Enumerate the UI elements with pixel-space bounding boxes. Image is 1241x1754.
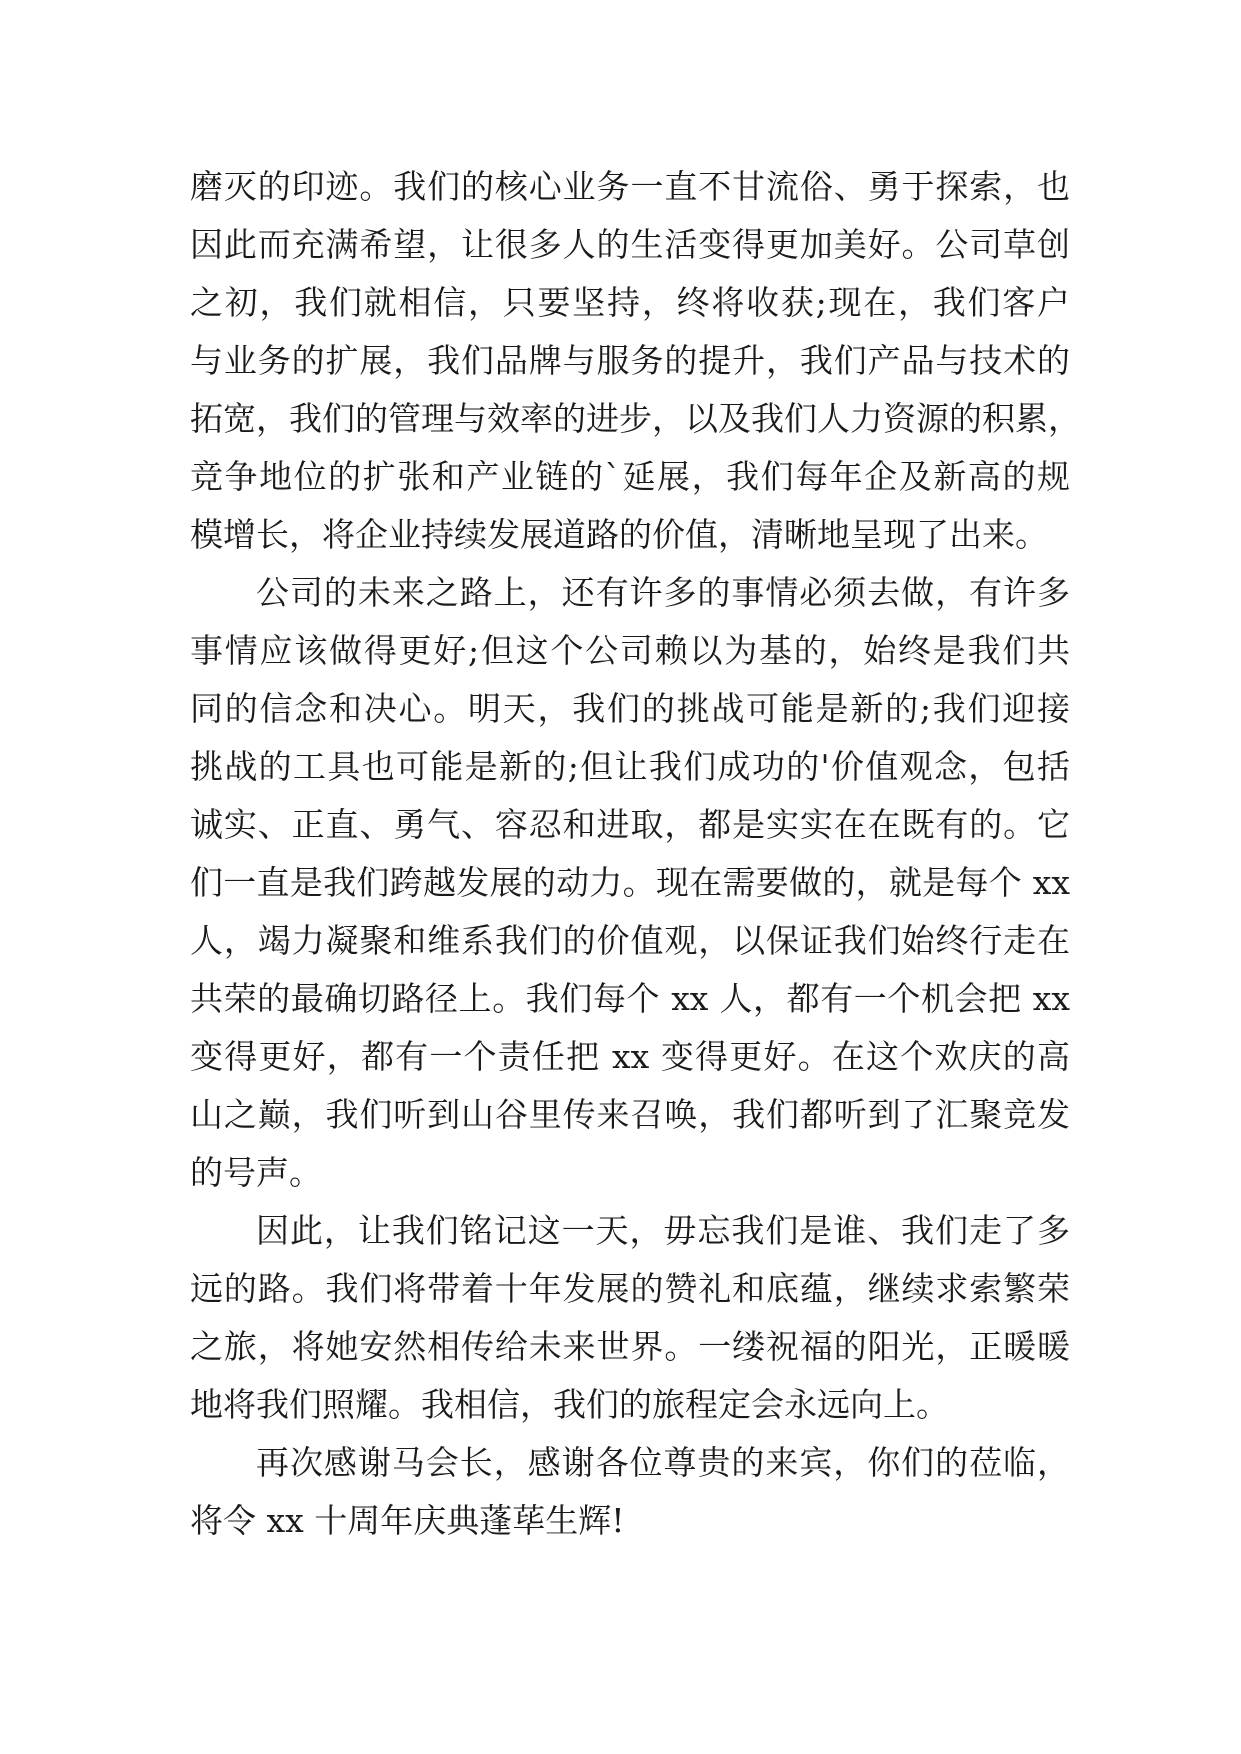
- text-line: 因此，让我们铭记这一天，毋忘我们是谁、我们走了多: [256, 1211, 1070, 1250]
- text-line: 竞争地位的扩张和产业链的`延展，我们每年企及新高的规: [190, 457, 1070, 496]
- text-line: 诚实、正直、勇气、容忍和进取，都是实实在在既有的。它: [190, 805, 1070, 844]
- paragraph-2: [190, 564, 1070, 1202]
- text-line: 模增长，将企业持续发展道路的价值，清晰地呈现了出来。: [190, 515, 1048, 554]
- text-line: 地将我们照耀。我相信，我们的旅程定会永远向上。: [190, 1385, 949, 1424]
- paragraph-4: [190, 1434, 1070, 1550]
- text-line: 同的信念和决心。明天，我们的挑战可能是新的;我们迎接: [190, 689, 1070, 728]
- text-line: 因此而充满希望，让很多人的生活变得更加美好。公司草创: [190, 225, 1070, 264]
- text-line: 人，竭力凝聚和维系我们的价值观，以保证我们始终行走在: [190, 921, 1070, 960]
- text-line: 的号声。: [190, 1153, 322, 1192]
- text-line: 挑战的工具也可能是新的;但让我们成功的'价值观念，包括: [190, 747, 1070, 786]
- text-line: 之旅，将她安然相传给未来世界。一缕祝福的阳光，正暖暖: [190, 1327, 1070, 1366]
- text-line: 山之巅，我们听到山谷里传来召唤，我们都听到了汇聚竞发: [190, 1095, 1070, 1134]
- text-line: 之初，我们就相信，只要坚持，终将收获;现在，我们客户: [190, 283, 1070, 322]
- text-line: 们一直是我们跨越发展的动力。现在需要做的，就是每个 xx: [190, 863, 1070, 902]
- document-body: [190, 158, 1081, 1550]
- text-line: 远的路。我们将带着十年发展的赞礼和底蕴，继续求索繁荣: [190, 1269, 1070, 1308]
- text-line: 拓宽，我们的管理与效率的进步，以及我们人力资源的积累，: [190, 399, 1081, 438]
- text-line: 磨灭的印迹。我们的核心业务一直不甘流俗、勇于探索，也: [190, 167, 1070, 206]
- paragraph-1: [190, 158, 1081, 564]
- text-line: 再次感谢马会长，感谢各位尊贵的来宾，你们的莅临，: [256, 1443, 1070, 1482]
- text-line: 事情应该做得更好;但这个公司赖以为基的，始终是我们共: [190, 631, 1070, 670]
- text-line: 变得更好，都有一个责任把 xx 变得更好。在这个欢庆的高: [190, 1037, 1070, 1076]
- text-line: 公司的未来之路上，还有许多的事情必须去做，有许多: [256, 573, 1070, 612]
- text-line: 与业务的扩展，我们品牌与服务的提升，我们产品与技术的: [190, 341, 1070, 380]
- text-line: 将令 xx 十周年庆典蓬荜生辉!: [190, 1501, 625, 1540]
- paragraph-3: [190, 1202, 1070, 1434]
- text-line: 共荣的最确切路径上。我们每个 xx 人，都有一个机会把 xx: [190, 979, 1070, 1018]
